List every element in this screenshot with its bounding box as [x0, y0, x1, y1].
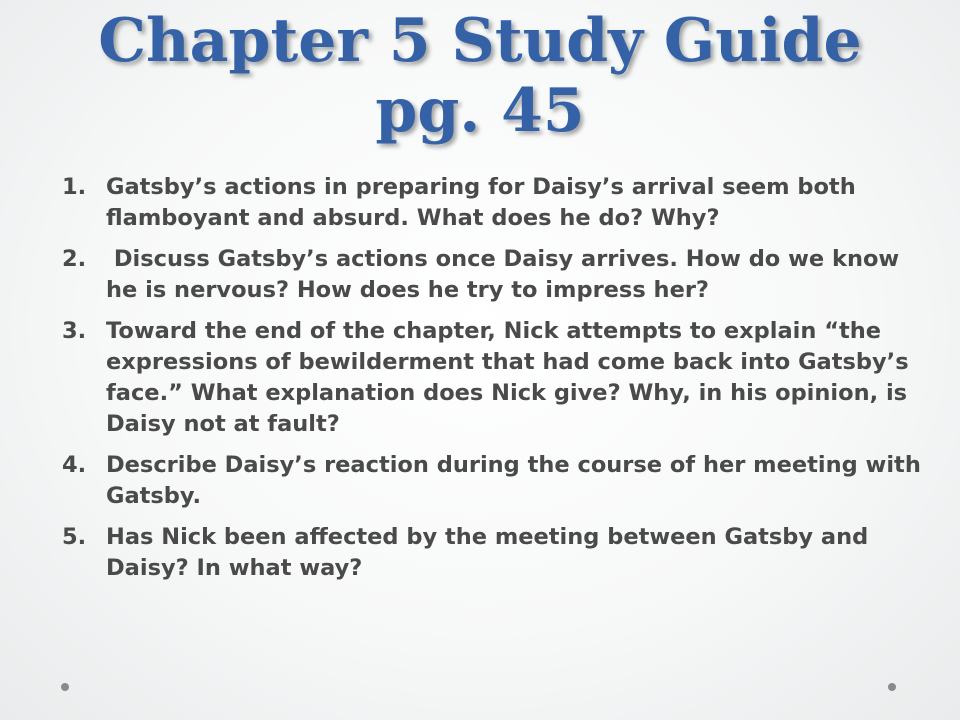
question-text: Discuss Gatsby’s actions once Daisy arrives. How do we know he is nervous? How does he try to impress her?	[106, 246, 908, 303]
question-list	[62, 172, 922, 594]
question-text: Toward the end of the chapter, Nick attempts to explain “the expressions of bewilderment that had come back into Gatsby’s face.” What explanation does Nick give? Why, in his opinion, is Daisy not at fault?	[106, 318, 909, 437]
question-number: 2.	[62, 246, 87, 272]
title-line-2: pg. 45	[375, 76, 585, 146]
slide-title	[40, 6, 920, 146]
question-number: 4.	[62, 452, 87, 478]
question-item-5	[62, 522, 922, 584]
question-text: Describe Daisy’s reaction during the course of her meeting with Gatsby.	[106, 452, 921, 509]
question-item-1	[62, 172, 922, 234]
question-item-3	[62, 316, 922, 440]
decorative-dot-right	[888, 683, 896, 691]
decorative-dot-left	[61, 683, 69, 691]
question-item-2	[62, 244, 922, 306]
question-text: Gatsby’s actions in preparing for Daisy’s arrival seem both flamboyant and absurd. What does he do? Why?	[106, 174, 856, 231]
title-line-1: Chapter 5 Study Guide	[98, 6, 862, 76]
question-number: 1.	[62, 174, 87, 200]
question-item-4	[62, 450, 922, 512]
question-number: 3.	[62, 318, 87, 344]
question-text: Has Nick been affected by the meeting between Gatsby and Daisy? In what way?	[106, 524, 869, 581]
question-number: 5.	[62, 524, 87, 550]
